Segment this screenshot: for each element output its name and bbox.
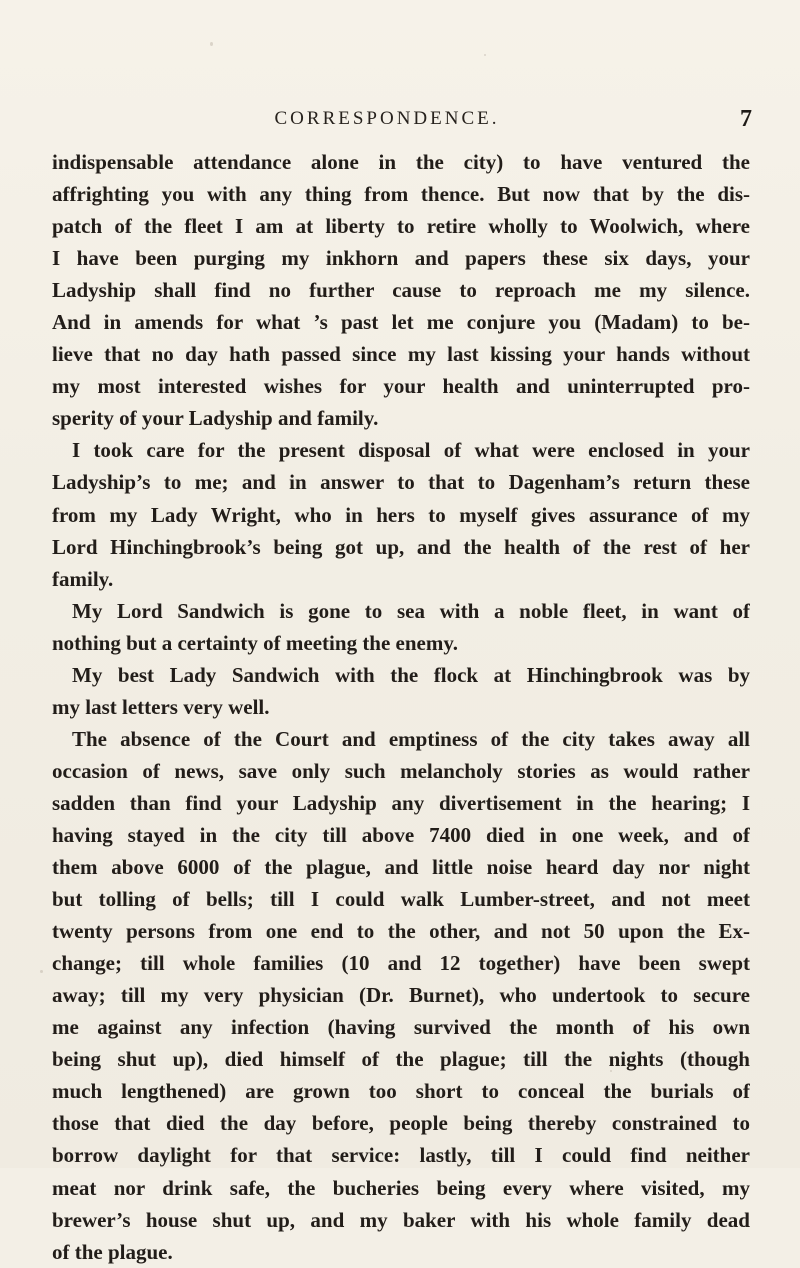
paragraph	[52, 723, 750, 1268]
text-line: family.	[52, 566, 114, 591]
text-line: of the plague.	[52, 1239, 173, 1264]
text-line: The absence of the Court and emptiness of the city takes away all	[72, 726, 750, 751]
text-line: nothing but a certainty of meeting the enemy.	[52, 630, 458, 655]
paper-speck	[210, 42, 213, 46]
text-line: I took care for the present disposal of what were enclosed in your	[72, 438, 750, 463]
text-line: I have been purging my inkhorn and papers these six days, your	[52, 246, 750, 271]
text-line: but tolling of bells; till I could walk Lumber-street, and not meet	[52, 887, 750, 912]
paper-speck	[40, 970, 43, 973]
text-line: much lengthened) are grown too short to conceal the burials of	[52, 1079, 750, 1104]
text-line: twenty persons from one end to the other, and not 50 upon the Ex-	[52, 919, 750, 944]
text-line: being shut up), died himself of the plague; till the nights (though	[52, 1047, 750, 1072]
text-line: And in amends for what ’s past let me conjure you (Madam) to be-	[52, 310, 750, 335]
text-line: from my Lady Wright, who in hers to myself gives assurance of my	[52, 502, 750, 527]
text-line: lieve that no day hath passed since my last kissing your hands without	[52, 342, 750, 367]
text-line: brewer’s house shut up, and my baker with his whole family dead	[52, 1207, 750, 1232]
text-line: Lord Hinchingbrook’s being got up, and the health of the rest of her	[52, 534, 750, 559]
text-line: sadden than find your Ladyship any divertisement in the hearing; I	[52, 790, 750, 815]
text-line: change; till whole families (10 and 12 together) have been swept	[52, 951, 750, 976]
text-line: my most interested wishes for your health and uninterrupted pro-	[52, 374, 750, 399]
text-line: affrighting you with any thing from thence. But now that by the dis-	[52, 182, 750, 207]
page-header	[0, 108, 800, 138]
text-line: patch of the fleet I am at liberty to retire wholly to Woolwich, where	[52, 214, 750, 239]
text-line: My best Lady Sandwich with the flock at Hinchingbrook was by	[72, 662, 750, 687]
text-line: them above 6000 of the plague, and little noise heard day nor night	[52, 855, 750, 880]
paragraph	[52, 659, 750, 723]
page-number: 7	[740, 106, 752, 132]
text-line: Ladyship shall find no further cause to reproach me my silence.	[52, 278, 750, 303]
text-line: meat nor drink safe, the bucheries being every where visited, my	[52, 1175, 750, 1200]
text-line: occasion of news, save only such melancholy stories as would rather	[52, 758, 750, 783]
text-line: away; till my very physician (Dr. Burnet), who undertook to secure	[52, 983, 750, 1008]
paper-speck	[484, 54, 486, 56]
text-line: my last letters very well.	[52, 694, 270, 719]
running-head: CORRESPONDENCE.	[274, 108, 500, 129]
text-line: indispensable attendance alone in the city) to have ventured the	[52, 150, 750, 174]
text-line: having stayed in the city till above 7400 died in one week, and of	[52, 822, 750, 847]
text-line: sperity of your Ladyship and family.	[52, 406, 379, 431]
text-line: me against any infection (having survived the month of his own	[52, 1015, 750, 1040]
letter-body	[52, 146, 750, 1268]
text-line: borrow daylight for that service: lastly, till I could find neither	[52, 1143, 750, 1168]
text-line: those that died the day before, people being thereby constrained to	[52, 1111, 750, 1136]
text-line: My Lord Sandwich is gone to sea with a noble fleet, in want of	[72, 598, 750, 623]
paragraph	[52, 595, 750, 659]
paragraph	[52, 146, 750, 434]
paragraph	[52, 434, 750, 594]
text-line: Ladyship’s to me; and in answer to that to Dagenham’s return these	[52, 470, 750, 495]
